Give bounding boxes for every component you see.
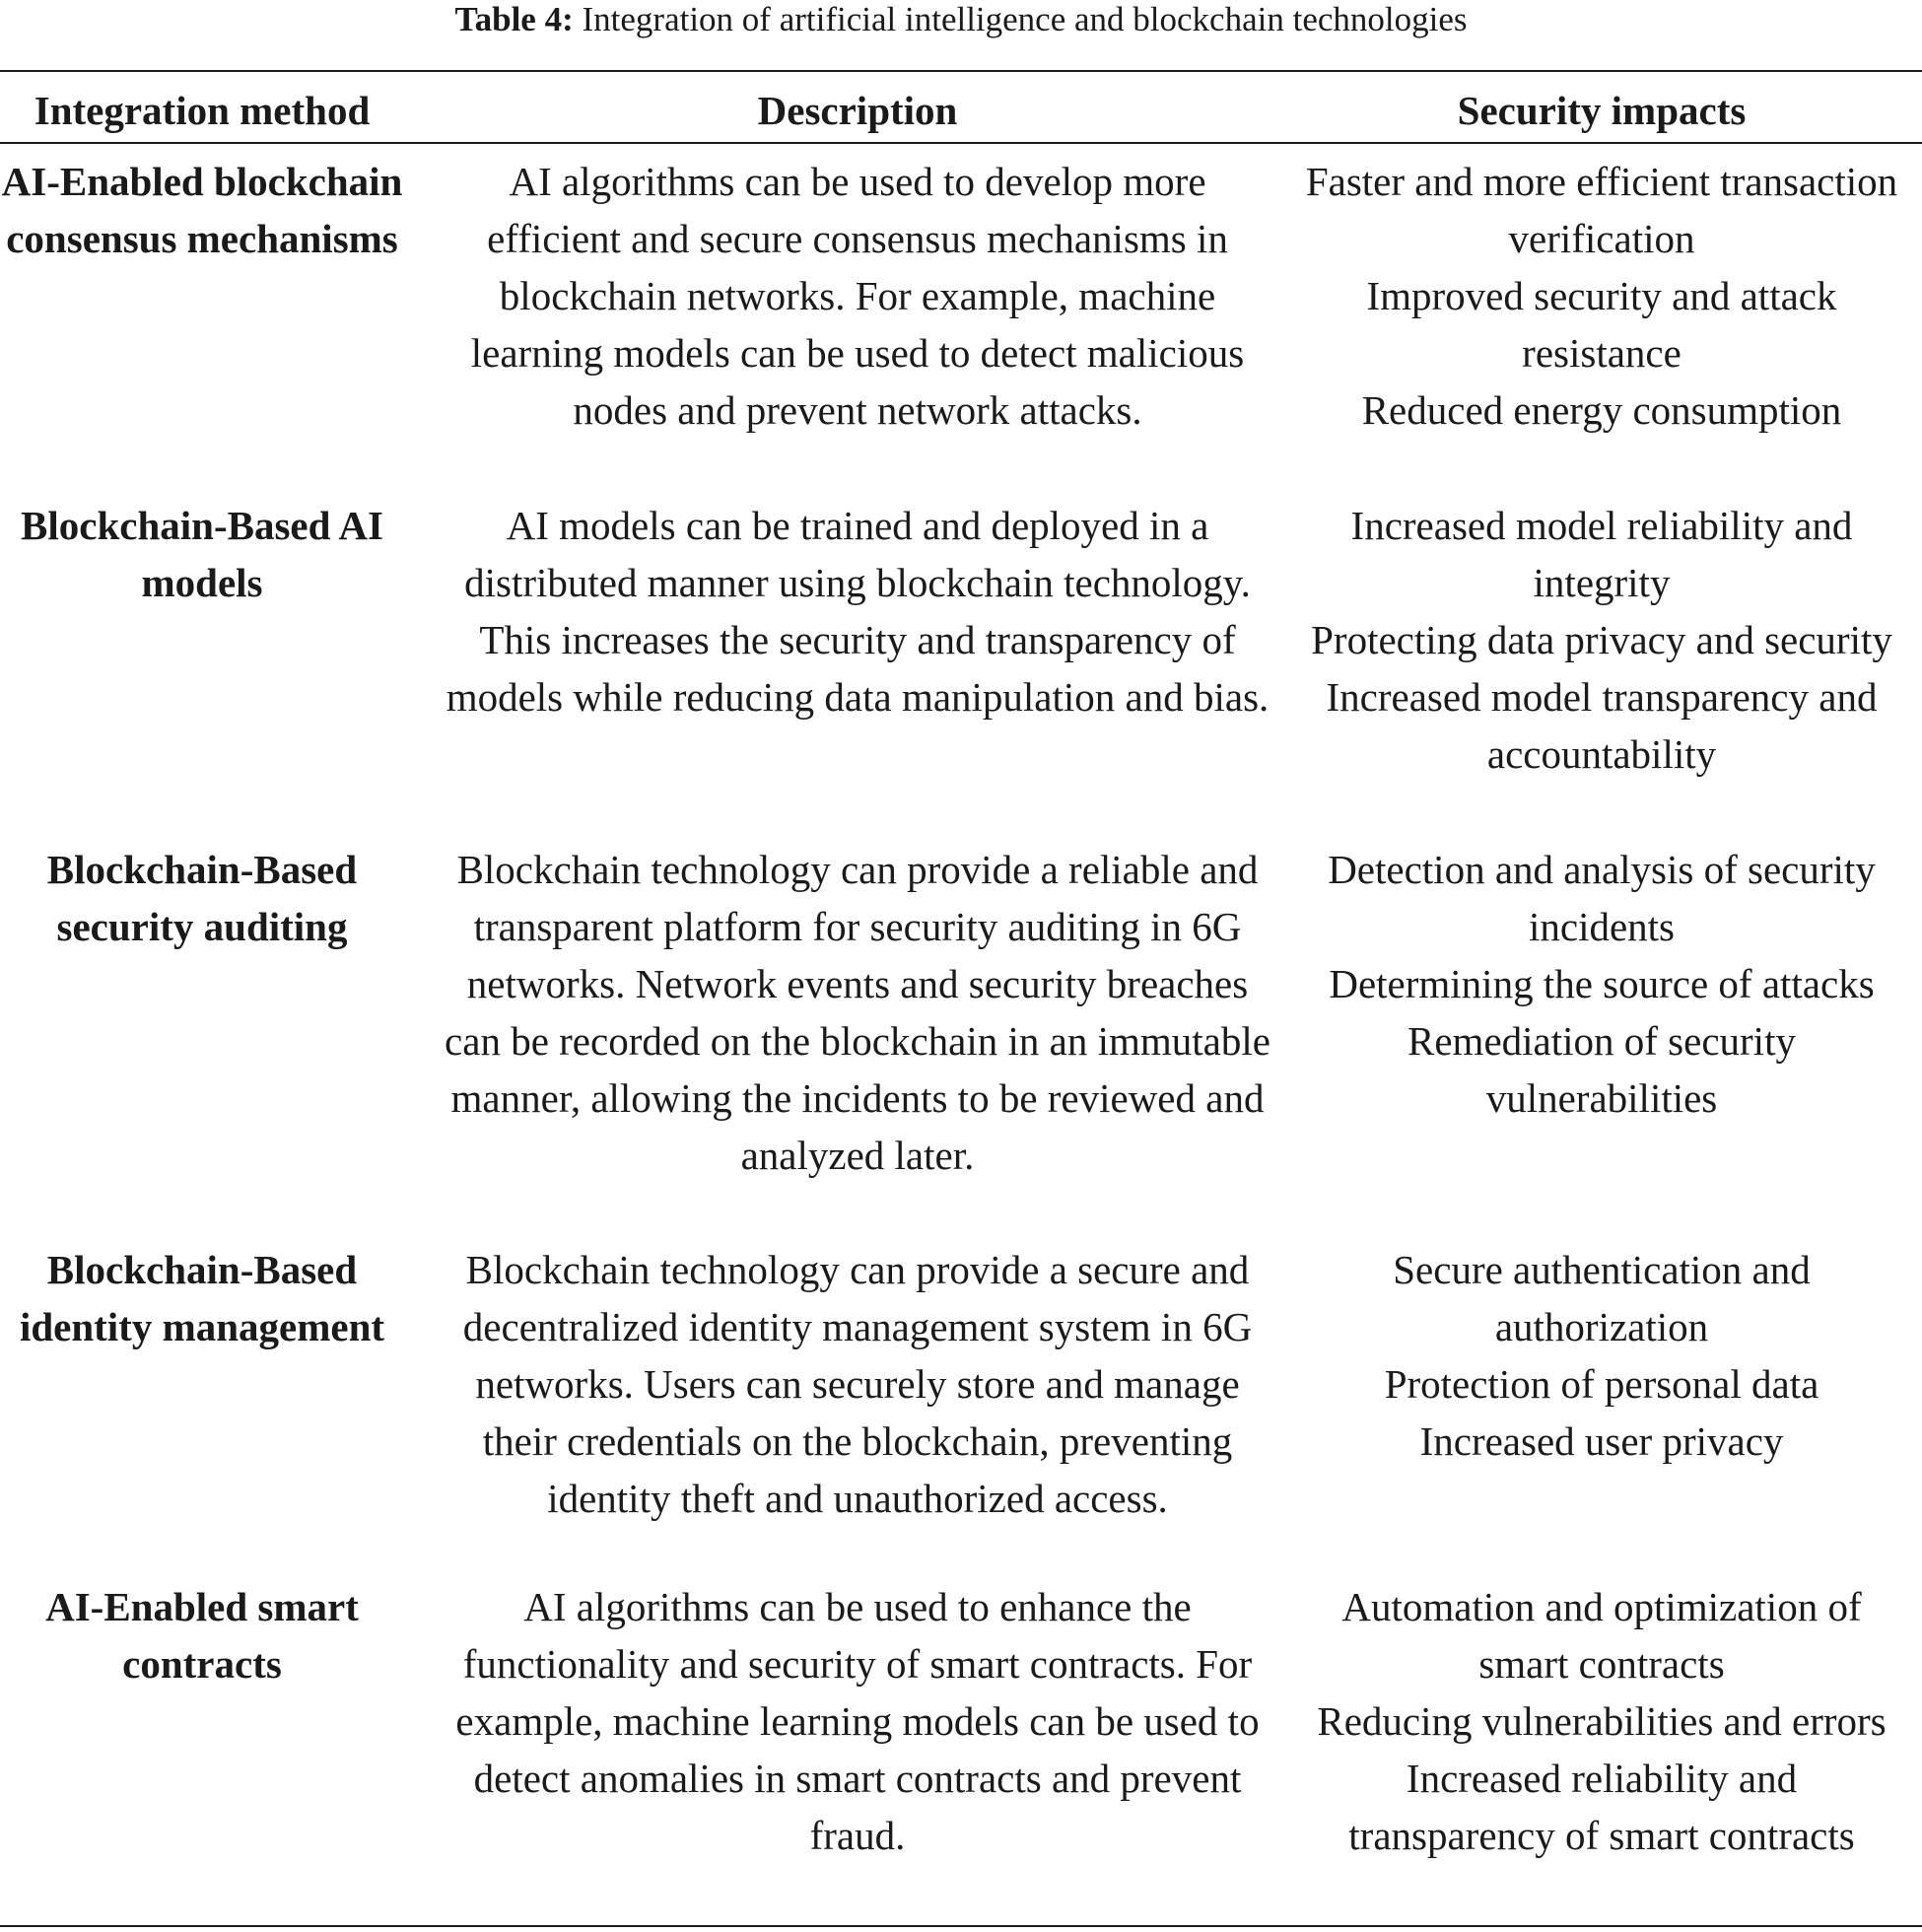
row-2-method: Blockchain-Based AI models <box>21 503 383 605</box>
caption-label: Table 4: <box>454 0 574 38</box>
row-2-impact: Increased model reliability and integrity <box>1350 503 1853 605</box>
row-1-impact: Improved security and attack resistance <box>1366 273 1837 376</box>
row-4-method: Blockchain-Based identity management <box>19 1247 385 1349</box>
row-4-impacts <box>1301 1241 1902 1470</box>
row-5-description: AI algorithms can be used to enhance the functionality and security of smart contracts. For example, machine learning models can be used to detect anomalies in smart contracts and prevent fraud. <box>455 1584 1260 1858</box>
row-4-description: Blockchain technology can provide a secure and decentralized identity management system in 6G networks. Users can securely store and manage their credentials on the blockchain, preventing identity theft and unauthorized access. <box>462 1247 1253 1521</box>
row-5-impact: Automation and optimization of smart contracts <box>1341 1584 1862 1687</box>
table-top-rule <box>0 70 1922 72</box>
row-1-impact: Faster and more efficient transaction verification <box>1305 159 1898 261</box>
table-header-rule <box>0 142 1922 144</box>
caption-text: Integration of artificial intelligence and blockchain technologies <box>582 0 1468 38</box>
row-5-impact: Increased reliability and transparency of smart contracts <box>1348 1756 1855 1858</box>
header-description: Description <box>757 88 958 133</box>
row-2-description: AI models can be trained and deployed in a distributed manner using blockchain technology. This increases the security and transparency of models while reducing data manipulation and bias. <box>446 503 1270 720</box>
row-3-impact: Determining the source of attacks <box>1329 961 1875 1006</box>
header-security-impacts: Security impacts <box>1457 88 1747 133</box>
row-1-impacts <box>1301 153 1902 439</box>
row-3-impacts <box>1301 841 1902 1127</box>
row-2-impact: Increased model transparency and accountability <box>1326 674 1878 777</box>
table-bottom-rule <box>0 1925 1922 1927</box>
row-1-description: AI algorithms can be used to develop more efficient and secure consensus mechanisms in blockchain networks. For example, machine learning models can be used to detect malicious nodes and prevent network attacks. <box>470 159 1245 433</box>
header-integration-method: Integration method <box>34 88 371 133</box>
row-4-impact: Increased user privacy <box>1419 1418 1784 1464</box>
row-3-impact: Remediation of security vulnerabilities <box>1407 1018 1796 1121</box>
row-2-impact: Protecting data privacy and security <box>1311 617 1892 662</box>
table-caption <box>0 0 1922 39</box>
row-1-impact: Reduced energy consumption <box>1361 387 1842 433</box>
row-3-method: Blockchain-Based security auditing <box>46 847 358 949</box>
row-1-method: AI-Enabled blockchain consensus mechanisms <box>1 159 403 261</box>
row-5-impacts <box>1301 1578 1902 1864</box>
row-4-impact: Secure authentication and authorization <box>1393 1247 1811 1349</box>
row-2-impacts <box>1301 497 1902 783</box>
row-3-description: Blockchain technology can provide a reliable and transparent platform for security auditing in 6G networks. Network events and security breaches can be recorded on the blockchain in an immutable manner, allowing the incidents to be reviewed and analyzed later. <box>445 847 1270 1178</box>
row-5-impact: Reducing vulnerabilities and errors <box>1317 1698 1887 1744</box>
row-3-impact: Detection and analysis of security incidents <box>1328 847 1876 949</box>
row-5-method: AI-Enabled smart contracts <box>45 1584 359 1687</box>
row-4-impact: Protection of personal data <box>1384 1361 1819 1407</box>
